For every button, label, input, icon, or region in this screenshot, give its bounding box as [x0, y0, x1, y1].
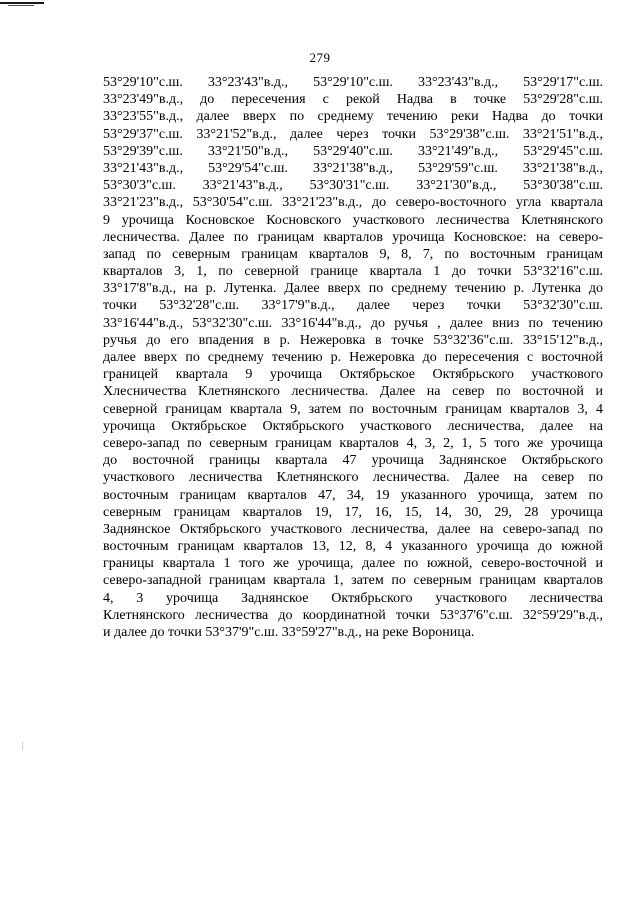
text-line: 33°16'44"в.д., 53°32'30"с.ш. 33°16'44"в.д., до ручья , далее вниз по течению [103, 315, 603, 331]
scan-margin-mark [22, 742, 23, 750]
text-line: 33°23'55"в.д., далее вверх по среднему течению реки Надва до точки [103, 109, 603, 125]
text-line: северным границам кварталов 19, 17, 16, 15, 14, 30, 29, 28 урочища [103, 504, 603, 520]
text-line: 4, 3 урочища Заднянское Октябрьского участкового лесничества [103, 590, 603, 606]
text-line: участкового лесничества Клетнянского лесничества. Далее на север по [103, 470, 603, 486]
scan-artifact-mark [0, 2, 44, 4]
text-line: далее вверх по среднему течению р. Нежеровка до пересечения с восточной [103, 350, 603, 365]
text-line: 33°23'49"в.д., до пересечения с рекой Надва в точке 53°29'28"с.ш. [103, 92, 603, 108]
text-line: 53°29'37"с.ш. 33°21'52"в.д., далее через точки 53°29'38"с.ш. 33°21'51"в.д., [103, 126, 603, 142]
text-line: запад по северным границам кварталов 9, 8, 7, по восточным границам [103, 246, 603, 262]
text-line: точки 53°32'28"с.ш. 33°17'9"в.д., далее через точки 53°32'30"с.ш. [103, 298, 603, 314]
text-line: ручья до его впадения в р. Нежеровка в точке 53°32'36"с.ш. 33°15'12"в.д., [103, 332, 603, 348]
text-line: северо-запад по северным границам кварталов 4, 3, 2, 1, 5 того же урочища [103, 435, 603, 451]
text-line: восточным границам кварталов 13, 12, 8, 4 указанного урочища до южной [103, 539, 603, 555]
text-line: 53°29'39"с.ш. 33°21'50"в.д., 53°29'40"с.ш. 33°21'49"в.д., 53°29'45"с.ш. [103, 143, 603, 159]
text-line: 33°21'43"в.д., 53°29'54"с.ш. 33°21'38"в.д., 53°29'59"с.ш. 33°21'38"в.д., [103, 160, 603, 176]
text-line: до восточной границы квартала 47 урочища Заднянское Октябрьского [103, 453, 603, 469]
text-line: границей квартала 9 урочища Октябрьское Октябрьского участкового [103, 367, 603, 383]
text-line: 33°21'23"в.д., 53°30'54"с.ш. 33°21'23"в.д., до северо-восточного угла квартала [103, 195, 603, 211]
text-line: северо-западной границам квартала 1, затем по северным границам кварталов [103, 573, 603, 589]
text-line: северной границам квартала 9, затем по восточным границам кварталов 3, 4 [103, 401, 603, 417]
text-line: Заднянское Октябрьского участкового лесничества, далее на северо-запад по [103, 521, 603, 537]
page-number: 279 [309, 50, 331, 65]
text-line: урочища Октябрьское Октябрьского участкового лесничества, далее на [103, 418, 603, 434]
document-body [103, 74, 603, 641]
text-line-last: и далее до точки 53°37'9"с.ш. 33°59'27"в.д., на реке Вороница. [103, 625, 475, 640]
text-line: кварталов 3, 1, по северной границе квартала 1 до точки 53°32'16"с.ш. [103, 264, 603, 280]
text-line: 53°29'10"с.ш. 33°23'43"в.д., 53°29'10"с.ш. 33°23'43"в.д., 53°29'17"с.ш. [103, 75, 603, 90]
text-line: границы квартала 1 того же урочища, далее по южной, северо-восточной и [103, 556, 603, 572]
text-line: 33°17'8"в.д., на р. Лутенка. Далее вверх по среднему течению р. Лутенка до [103, 281, 603, 297]
text-line: 53°30'3"с.ш. 33°21'43"в.д., 53°30'31"с.ш. 33°21'30"в.д., 53°30'38"с.ш. [103, 178, 603, 194]
text-line: Хлесничества Клетнянского лесничества. Далее на север по восточной и [103, 384, 603, 400]
text-line: Клетнянского лесничества до координатной точки 53°37'6"с.ш. 32°59'29"в.д., [103, 607, 603, 623]
text-line: лесничества. Далее по границам кварталов урочища Косновское: на северо- [103, 229, 603, 245]
text-line: 9 урочища Косновское Косновского участкового лесничества Клетнянского [103, 212, 603, 228]
text-line: восточным границам кварталов 47, 34, 19 указанного урочища, затем по [103, 487, 603, 503]
